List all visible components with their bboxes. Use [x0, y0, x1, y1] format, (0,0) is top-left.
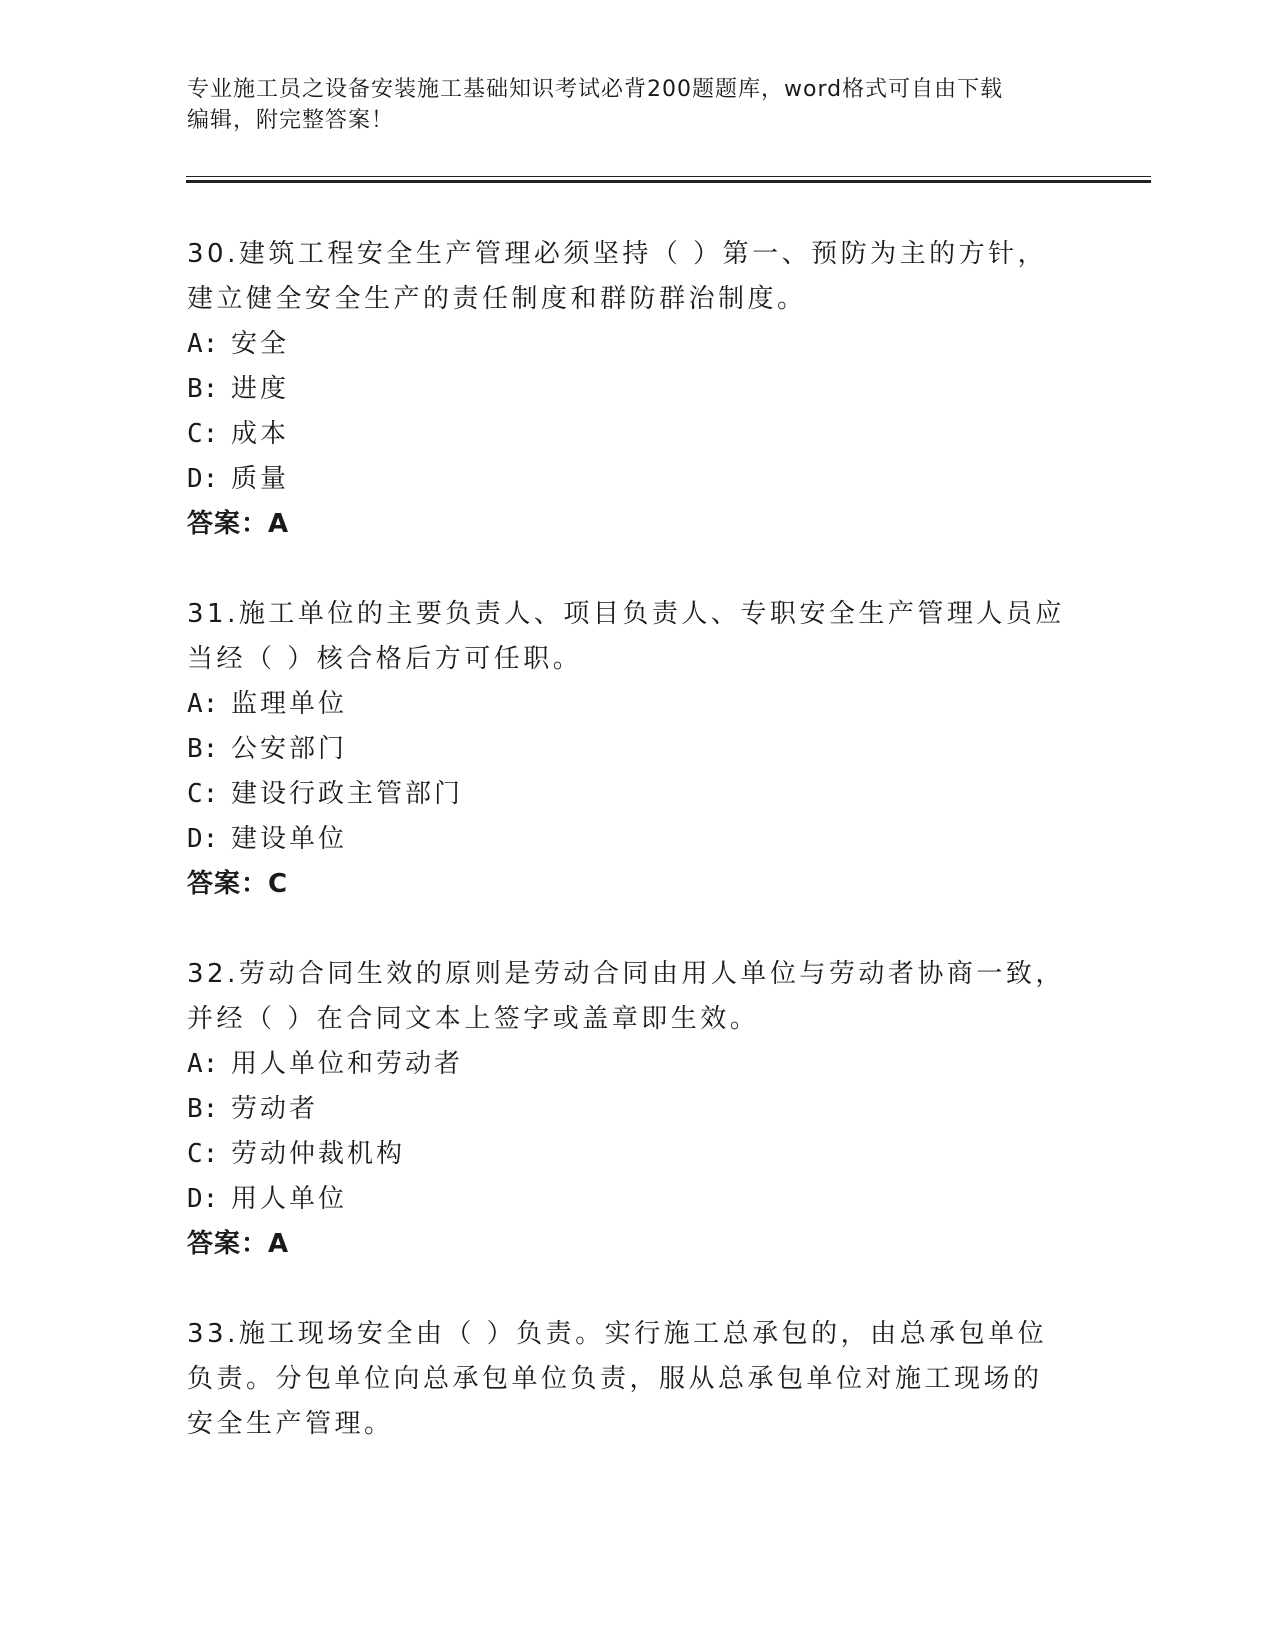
option-d [187, 1177, 1067, 1222]
option-text: 劳动者 [231, 1094, 319, 1124]
option-b [187, 727, 1067, 772]
option-key: A: [187, 689, 219, 719]
option-text: 成本 [231, 419, 290, 449]
header-divider-thin [186, 176, 1151, 177]
answer: 答案：A [187, 1229, 290, 1259]
question-stem: 31.施工单位的主要负责人、项目负责人、专职安全生产管理人员应当经（ ）核合格后方可任职。 [187, 599, 1065, 674]
option-text: 安全 [231, 329, 290, 359]
option-key: D: [187, 1184, 219, 1214]
option-key: C: [187, 419, 219, 449]
answer: 答案：A [187, 509, 290, 539]
option-text: 建设单位 [231, 824, 348, 854]
option-text: 公安部门 [231, 734, 348, 764]
question-31 [187, 592, 1067, 907]
option-text: 用人单位和劳动者 [231, 1049, 464, 1079]
option-text: 建设行政主管部门 [231, 779, 464, 809]
document-header [187, 74, 1067, 136]
option-key: B: [187, 734, 219, 764]
option-text: 劳动仲裁机构 [231, 1139, 406, 1169]
option-key: C: [187, 779, 219, 809]
option-b [187, 1087, 1067, 1132]
header-line-2: 编辑，附完整答案！ [187, 108, 395, 133]
question-30 [187, 232, 1067, 547]
option-key: B: [187, 374, 219, 404]
option-key: D: [187, 464, 219, 494]
option-b [187, 367, 1067, 412]
question-32 [187, 952, 1067, 1267]
option-d [187, 457, 1067, 502]
option-c [187, 772, 1067, 817]
option-d [187, 817, 1067, 862]
question-stem: 33.施工现场安全由（ ）负责。实行施工总承包的，由总承包单位负责。分包单位向总承包单位负责，服从总承包单位对施工现场的安全生产管理。 [187, 1319, 1048, 1439]
header-divider-thick [186, 180, 1151, 183]
option-key: A: [187, 1049, 219, 1079]
option-text: 进度 [231, 374, 290, 404]
question-stem: 32.劳动合同生效的原则是劳动合同由用人单位与劳动者协商一致，并经（ ）在合同文本上签字或盖章即生效。 [187, 959, 1065, 1034]
option-key: B: [187, 1094, 219, 1124]
option-a [187, 1042, 1067, 1087]
option-a [187, 682, 1067, 727]
option-text: 监理单位 [231, 689, 348, 719]
answer: 答案：C [187, 869, 289, 899]
option-key: C: [187, 1139, 219, 1169]
option-a [187, 322, 1067, 367]
option-key: A: [187, 329, 219, 359]
option-text: 质量 [231, 464, 290, 494]
option-c [187, 1132, 1067, 1177]
option-c [187, 412, 1067, 457]
header-line-1: 专业施工员之设备安装施工基础知识考试必背200题题库，word格式可自由下载 [187, 77, 1004, 102]
option-key: D: [187, 824, 219, 854]
question-stem: 30.建筑工程安全生产管理必须坚持（ ）第一、预防为主的方针，建立健全安全生产的责任制度和群防群治制度。 [187, 239, 1048, 314]
option-text: 用人单位 [231, 1184, 348, 1214]
question-33 [187, 1312, 1067, 1447]
